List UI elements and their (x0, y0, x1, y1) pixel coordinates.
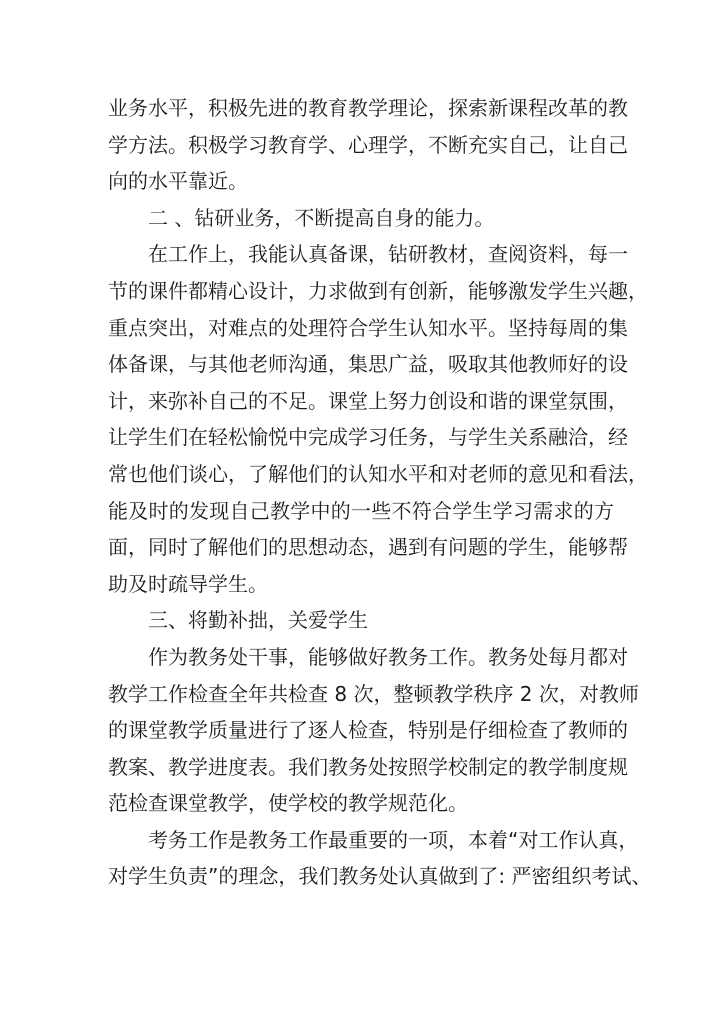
paragraph-first-line: 考务工作是教务工作最重要的一项，本着“对工作认真， (148, 827, 639, 852)
paragraph-first-line: 作为教务处干事，能够做好教务工作。教务处每月都对 (148, 644, 628, 669)
text-line: 教学工作检查全年共检查 8 次，整顿教学秩序 2 次，对教师 (108, 681, 639, 706)
text-line: 学方法。积极学习教育学、心理学，不断充实自己，让自己 (108, 132, 628, 157)
body-text (108, 90, 652, 895)
text-line: 助及时疏导学生。 (108, 571, 268, 596)
text-line: 的课堂教学质量进行了逐人检查，特别是仔细检查了教师的 (108, 718, 628, 743)
text-line: 对学生负责”的理念，我们教务处认真做到了: 严密组织考试、 (108, 864, 652, 889)
text-line: 重点突出，对难点的处理符合学生认知水平。坚持每周的集 (108, 315, 628, 340)
text-line: 让学生们在轻松愉悦中完成学习任务，与学生关系融洽，经 (108, 425, 628, 450)
text-line: 常也他们谈心，了解他们的认知水平和对老师的意见和看法， (108, 461, 648, 486)
text-line: 业务水平，积极先进的教育教学理论，探索新课程改革的教 (108, 96, 628, 120)
text-line: 范检查课堂教学，使学校的教学规范化。 (108, 791, 468, 816)
text-line: 节的课件都精心设计，力求做到有创新，能够激发学生兴趣， (108, 278, 648, 303)
text-line: 计，来弥补自己的不足。课堂上努力创设和谐的课堂氛围， (108, 388, 628, 413)
text-line: 面，同时了解他们的思想动态，遇到有问题的学生，能够帮 (108, 535, 628, 560)
text-line: 能及时的发现自己教学中的一些不符合学生学习需求的方 (108, 498, 614, 523)
section-heading: 二 、钻研业务，不断提高自身的能力。 (148, 205, 495, 230)
paragraph-first-line: 在工作上，我能认真备课，钻研教材，查阅资料，每一 (148, 242, 628, 267)
section-heading: 三、将勤补拙，关爱学生 (148, 608, 368, 633)
text-line: 教案、教学进度表。我们教务处按照学校制定的教学制度规 (108, 754, 628, 779)
text-line: 体备课，与其他老师沟通，集思广益，吸取其他教师好的设 (108, 352, 628, 377)
text-line: 向的水平靠近。 (108, 169, 248, 194)
